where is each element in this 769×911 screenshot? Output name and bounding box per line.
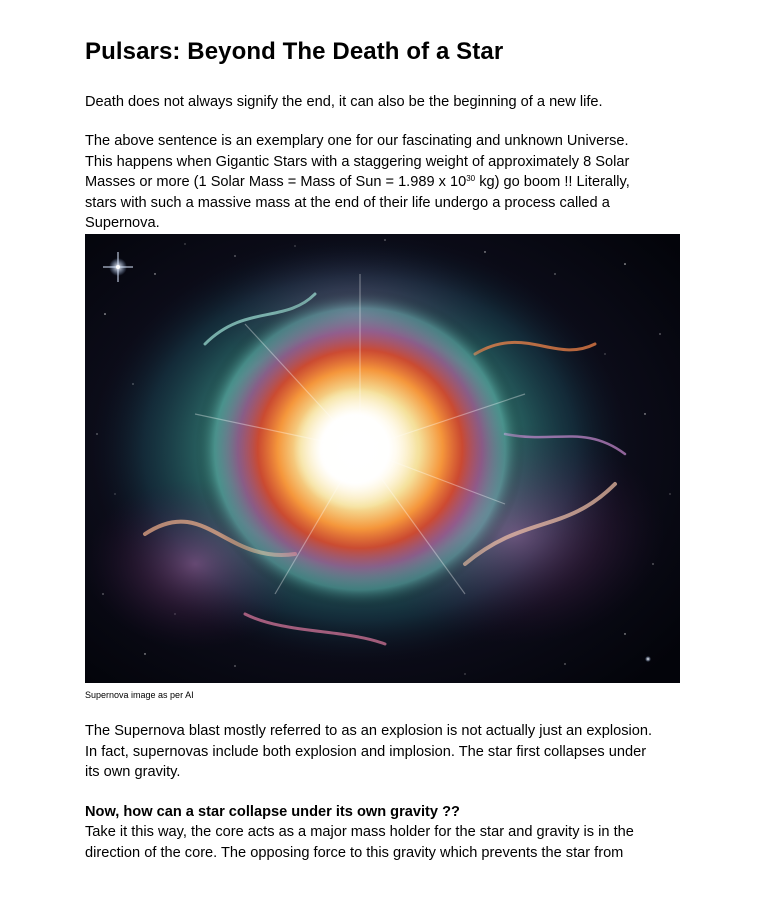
paragraph-line: The above sentence is an exemplary one for our fascinating and unknown Universe. xyxy=(85,133,629,149)
paragraph-line: This happens when Gigantic Stars with a staggering weight of approximately 8 Solar xyxy=(85,153,630,170)
solar-mass-text: Masses or more (1 Solar Mass = Mass of Sun = 1.989 x 10 xyxy=(85,174,467,190)
section-subheading xyxy=(85,802,685,823)
paragraph-line: its own gravity. xyxy=(85,764,181,780)
paragraph-line: Take it this way, the core acts as a major mass holder for the star and gravity is in the xyxy=(85,824,634,840)
paragraph-line xyxy=(85,172,685,193)
intro-paragraph xyxy=(85,92,685,113)
solar-mass-unit: kg) go boom !! Literally, xyxy=(475,174,630,190)
image-caption: Supernova image as per AI xyxy=(85,690,194,700)
paragraph-line: direction of the core. The opposing force to this gravity which prevents the star from xyxy=(85,844,624,861)
intro-line: Death does not always signify the end, it can also be the beginning of a new life. xyxy=(85,94,603,110)
gravity-paragraph xyxy=(85,822,685,863)
paragraph-line: The Supernova blast mostly referred to as an explosion is not actually just an explosion. xyxy=(85,723,653,739)
supernova-image xyxy=(85,234,680,683)
supernova-paragraph xyxy=(85,131,685,234)
paragraph-line: Supernova. xyxy=(85,215,160,231)
paragraph-line: stars with such a massive mass at the end of their life undergo a process called a xyxy=(85,194,610,211)
explosion-paragraph xyxy=(85,721,685,783)
article-title: Pulsars: Beyond The Death of a Star xyxy=(85,38,504,65)
paragraph-line: In fact, supernovas include both explosion and implosion. The star first collapses under xyxy=(85,743,647,760)
subheading-line: Now, how can a star collapse under its own gravity ?? xyxy=(85,804,460,820)
exponent: 30 xyxy=(466,174,476,183)
